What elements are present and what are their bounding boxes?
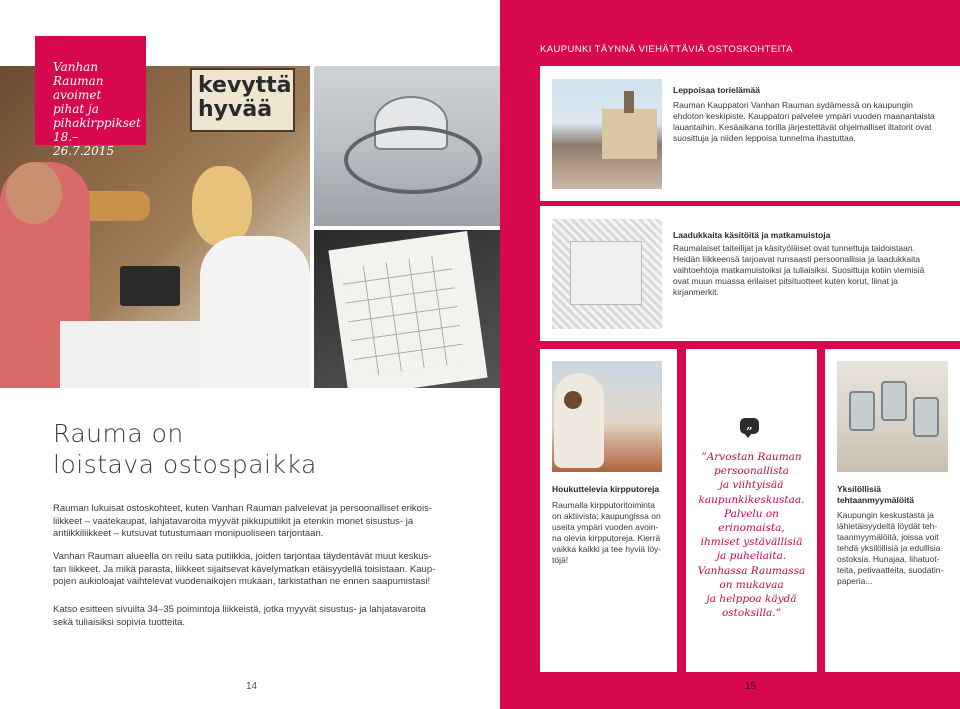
printed-tea-towel — [328, 231, 487, 388]
town-hall-tower — [624, 91, 634, 113]
customer-quote: ”Arvostan Rauman persoonallista ja viihtyisää kaupunkikeskustaa. Palvelu on erinomaista, ihmiset ystävällisiä ja puheliaita. Vanhassa Raumassa on mukavaa ja helppoa käydä ostoksilla.” — [697, 451, 806, 620]
chandelier-ring — [344, 126, 482, 194]
handicraft-card-title: Laadukkaita käsitöitä ja matkamuistoja — [673, 230, 831, 240]
page-title-line2: loistava ostospaikka — [53, 450, 317, 479]
page-title-line1: Rauma on — [53, 419, 184, 448]
shop-sign: kevyttä hyvää — [190, 68, 295, 132]
page-number-right: 15 — [745, 681, 757, 692]
customer-figure — [200, 236, 310, 388]
factory-outlet-card-title: Yksilöllisiä tehtaanmyymälöitä — [837, 484, 914, 505]
town-hall-building — [602, 109, 657, 159]
factory-outlet-card-text: Kaupungin keskustasta ja lähietäisyydeltä löydät teh- taanmyymälöitä, joissa voit tehdä yksilöllisiä ja edullisia ostoksia. Hunajaa, lihatuot- teita, petivaatteita, suodatin- paperia... — [837, 510, 944, 586]
dog-statue-photo — [552, 361, 662, 472]
market-square-photo — [552, 79, 662, 189]
dog-statue — [554, 373, 604, 468]
page-number-left: 14 — [246, 681, 258, 692]
old-rauma-paragraph: Vanhan Rauman alueella on reilu sata putiikkia, joiden tarjontaa täydentävät muut keskus- tan liikkeet. Ja mikä parasta, liikkeet sijaitsevat kävelymatkan etäisyydellä toisistaan. Kaup- pojen aukioloajat vaihtelevat vuodenaikojen mukaan, tarkistathan ne ennen saapumistasi! — [53, 551, 436, 587]
market-card-title: Leppoisaa torielämää — [673, 85, 760, 95]
intro-paragraph: Rauman lukuisat ostoskohteet, kuten Vanhan Rauman palvelevat ja persoonalliset erikois- liikkeet – vaatekaupat, lahjatavaroita myyvät pikkuputiikit ja etenkin monet sisustus- ja antiikkiliikkeet – kutsuvat tutustumaan monipuoliseen tarjontaan. — [53, 503, 432, 539]
page-title — [53, 418, 473, 480]
cash-register — [120, 266, 180, 306]
lace-photo — [552, 219, 662, 329]
tea-towel-photo — [314, 230, 500, 388]
event-badge-text: Vanhan Rauman avoimet pihat ja pihakirppikset 18.–26.7.2015 — [53, 60, 141, 158]
reference-paragraph: Katso esitteen sivuilta 34–35 poimintoja liikkeistä, jotka myyvät sisustus- ja lahjatavaroita sekä tuliaisiksi sopivia tuotteita. — [53, 604, 426, 628]
shopkeeper-head — [6, 162, 62, 224]
jar-lamp — [881, 381, 907, 421]
flea-market-card-text: Raumalla kirpputoritoiminta on aktiivista; kaupungissa on useita ympäri vuoden avoin- na olevia kirpputoreja. Kierrä vaikka kaikki ja tee hyviä löy- töjä! — [552, 500, 662, 565]
quote-bubble-icon: „ — [740, 418, 759, 434]
section-heading: KAUPUNKI TÄYNNÄ VIEHÄTTÄVIÄ OSTOSKOHTEITA — [540, 44, 793, 55]
handicraft-card-text: Raumalaiset taiteilijat ja käsityöläiset ovat tunnettuja taidoistaan. Heidän liikkeensä tarjoavat runsaasti persoonallisia ja laadukkaita vaihtoehtoja matkamuistoiksi ja tuliaisiksi. Suosittuja kotiin viemisiä ovat muun muassa erilaiset pitsituotteet kuten korut, liinat ja kirjanmerkit. — [673, 243, 925, 297]
jar-lamp — [913, 397, 939, 437]
event-badge — [35, 36, 146, 158]
cutlery-chandelier-photo — [314, 66, 500, 226]
customer-head — [192, 166, 252, 246]
flea-market-card-title: Houkuttelevia kirpputoreja — [552, 484, 660, 494]
jar-lamps-photo — [837, 361, 948, 472]
market-card-text: Rauman Kauppatori Vanhan Rauman sydämessä on kaupungin ehdoton keskipiste. Kauppatori palvelee ympäri vuoden maanantaista lauantaihin. Kesäaikana torilla järjestettävät ohjelmalliset iltatorit ovat suosittuja ja niiden leppoisa tunnelma ihastuttaa. — [673, 100, 935, 143]
jar-lamp — [849, 391, 875, 431]
